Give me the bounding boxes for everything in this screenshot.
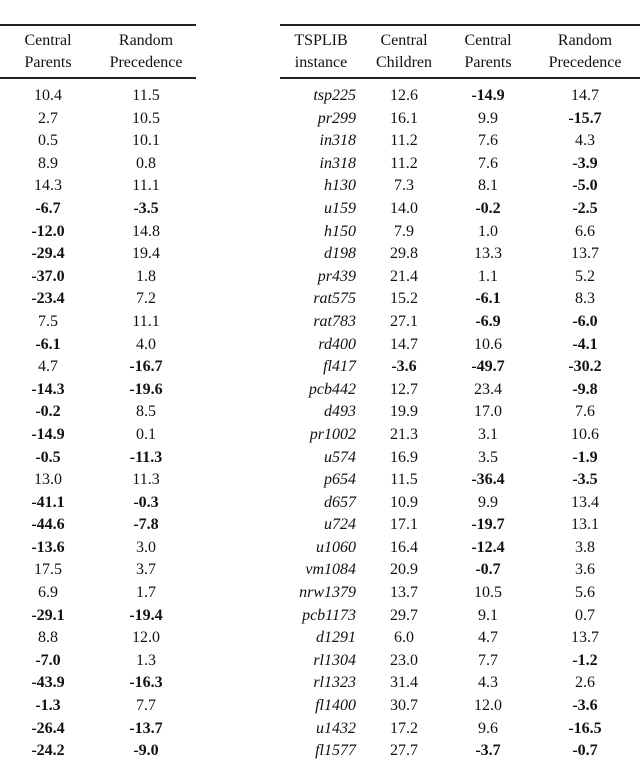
- cell-central-parents: -6.9: [475, 312, 501, 330]
- table-row: [0, 492, 196, 515]
- cell-random-precedence: -16.5: [568, 719, 602, 737]
- cell-central-parents: -12.0: [31, 222, 65, 240]
- cell-central-children: 29.7: [390, 606, 418, 624]
- cell-central-children: 21.4: [390, 267, 418, 285]
- cell-random-precedence: -3.9: [572, 154, 598, 172]
- table-row: [0, 740, 196, 763]
- table-row: [280, 266, 640, 289]
- table-row: [280, 695, 640, 718]
- cell-tsplib-instance: h130: [324, 177, 356, 195]
- cell-central-children: 17.1: [390, 516, 418, 534]
- table-row: [280, 672, 640, 695]
- cell-central-parents: -29.1: [31, 606, 65, 624]
- table-row: [280, 334, 640, 357]
- cell-central-parents: -29.4: [31, 245, 65, 263]
- table-row: [280, 627, 640, 650]
- cell-central-children: 13.7: [390, 584, 418, 602]
- cell-tsplib-instance: h150: [324, 222, 356, 240]
- cell-central-children: 11.2: [390, 132, 418, 150]
- header-central-children: Central: [362, 25, 446, 52]
- cell-random-precedence: -11.3: [129, 448, 163, 466]
- cell-tsplib-instance: rl1323: [313, 674, 356, 692]
- cell-random-precedence: 6.6: [575, 222, 595, 240]
- cell-tsplib-instance: rat783: [313, 312, 356, 330]
- cell-random-precedence: 1.3: [136, 651, 156, 669]
- header-tsplib-instance: TSPLIB: [280, 25, 362, 52]
- cell-central-parents: -0.2: [35, 403, 61, 421]
- cell-random-precedence: 10.6: [571, 425, 599, 443]
- cell-central-parents: -14.3: [31, 380, 65, 398]
- cell-random-precedence: -19.6: [129, 380, 163, 398]
- table-row: [280, 424, 640, 447]
- cell-central-parents: 1.0: [478, 222, 498, 240]
- cell-central-children: 15.2: [390, 290, 418, 308]
- header-row-2: [0, 52, 196, 78]
- results-table-left: [0, 24, 196, 763]
- cell-central-parents: -26.4: [31, 719, 65, 737]
- cell-central-children: 11.2: [390, 154, 418, 172]
- cell-tsplib-instance: d493: [324, 403, 356, 421]
- cell-random-precedence: -6.0: [572, 312, 598, 330]
- cell-tsplib-instance: rat575: [313, 290, 356, 308]
- cell-tsplib-instance: vm1084: [305, 561, 356, 579]
- table-row: [0, 582, 196, 605]
- cell-central-children: 19.9: [390, 403, 418, 421]
- cell-random-precedence: -3.5: [133, 199, 159, 217]
- cell-tsplib-instance: u724: [324, 516, 356, 534]
- cell-random-precedence: -5.0: [572, 177, 598, 195]
- table-row: [0, 78, 196, 108]
- cell-central-children: 12.7: [390, 380, 418, 398]
- cell-central-children: 14.7: [390, 335, 418, 353]
- cell-random-precedence: 1.8: [136, 267, 156, 285]
- cell-random-precedence: -13.7: [129, 719, 163, 737]
- table-row: [280, 650, 640, 673]
- cell-central-children: 7.9: [394, 222, 414, 240]
- cell-tsplib-instance: pr1002: [309, 425, 356, 443]
- header-random-precedence-line2: Precedence: [96, 52, 196, 78]
- table-row: [280, 718, 640, 741]
- table-row: [0, 627, 196, 650]
- results-table-right: [280, 24, 640, 763]
- cell-central-parents: -12.4: [471, 538, 505, 556]
- cell-central-children: 16.9: [390, 448, 418, 466]
- cell-tsplib-instance: u1060: [316, 538, 356, 556]
- table-row: [280, 130, 640, 153]
- cell-central-children: 27.7: [390, 742, 418, 760]
- cell-central-parents: 23.4: [474, 380, 502, 398]
- table-row: [280, 401, 640, 424]
- cell-random-precedence: -9.0: [133, 742, 159, 760]
- cell-central-parents: -41.1: [31, 493, 65, 511]
- cell-central-children: 20.9: [390, 561, 418, 579]
- cell-random-precedence: -16.3: [129, 674, 163, 692]
- cell-central-parents: 7.6: [478, 132, 498, 150]
- cell-central-children: 17.2: [390, 719, 418, 737]
- cell-central-children: 16.1: [390, 109, 418, 127]
- cell-central-parents: 13.0: [34, 471, 62, 489]
- cell-tsplib-instance: u1432: [316, 719, 356, 737]
- cell-random-precedence: 13.1: [571, 516, 599, 534]
- cell-random-precedence: 7.2: [136, 290, 156, 308]
- cell-random-precedence: 3.8: [575, 538, 595, 556]
- table-row: [280, 537, 640, 560]
- cell-central-parents: 17.0: [474, 403, 502, 421]
- table-row: [0, 311, 196, 334]
- cell-central-parents: -49.7: [471, 358, 505, 376]
- table-row: [0, 401, 196, 424]
- cell-central-parents: 10.4: [34, 87, 62, 104]
- cell-central-children: 16.4: [390, 538, 418, 556]
- table-row: [0, 605, 196, 628]
- cell-central-parents: 12.0: [474, 697, 502, 715]
- cell-random-precedence: 0.1: [136, 425, 156, 443]
- table-row: [0, 559, 196, 582]
- cell-random-precedence: -1.9: [572, 448, 598, 466]
- cell-central-parents: -43.9: [31, 674, 65, 692]
- cell-central-parents: -6.1: [475, 290, 501, 308]
- header-central-children-line2: Children: [362, 52, 446, 78]
- cell-random-precedence: -0.7: [572, 742, 598, 760]
- cell-random-precedence: 2.6: [575, 674, 595, 692]
- cell-central-parents: 9.1: [478, 606, 498, 624]
- cell-central-parents: 8.9: [38, 154, 58, 172]
- cell-central-parents: -0.7: [475, 561, 501, 579]
- header-random-precedence: Random: [96, 25, 196, 52]
- cell-central-parents: -36.4: [471, 471, 505, 489]
- table-row: [0, 243, 196, 266]
- cell-central-parents: -14.9: [31, 425, 65, 443]
- table-row: [0, 537, 196, 560]
- cell-random-precedence: 11.3: [132, 471, 160, 489]
- cell-random-precedence: 13.7: [571, 629, 599, 647]
- table-row: [280, 582, 640, 605]
- cell-random-precedence: 14.7: [571, 87, 599, 104]
- cell-tsplib-instance: d198: [324, 245, 356, 263]
- table-row: [280, 311, 640, 334]
- table-row: [0, 130, 196, 153]
- cell-random-precedence: -30.2: [568, 358, 602, 376]
- table-row: [280, 447, 640, 470]
- header-row-1: [280, 25, 640, 52]
- cell-central-parents: -44.6: [31, 516, 65, 534]
- cell-tsplib-instance: pcb1173: [302, 606, 356, 624]
- cell-central-children: 14.0: [390, 199, 418, 217]
- table-row: [0, 695, 196, 718]
- cell-random-precedence: -0.3: [133, 493, 159, 511]
- cell-central-parents: -14.9: [471, 87, 505, 104]
- table-row: [280, 221, 640, 244]
- table-row: [280, 175, 640, 198]
- cell-central-parents: -0.5: [35, 448, 61, 466]
- cell-random-precedence: 5.2: [575, 267, 595, 285]
- cell-central-children: 21.3: [390, 425, 418, 443]
- table-row: [280, 108, 640, 131]
- cell-central-children: 23.0: [390, 651, 418, 669]
- cell-tsplib-instance: u574: [324, 448, 356, 466]
- cell-random-precedence: 10.1: [132, 132, 160, 150]
- cell-central-parents: 2.7: [38, 109, 58, 127]
- cell-central-parents: 1.1: [478, 267, 498, 285]
- cell-central-parents: 9.6: [478, 719, 498, 737]
- cell-random-precedence: 5.6: [575, 584, 595, 602]
- cell-tsplib-instance: fl417: [323, 358, 356, 376]
- cell-central-parents: 9.9: [478, 493, 498, 511]
- table-row: [280, 469, 640, 492]
- cell-tsplib-instance: nrw1379: [299, 584, 356, 602]
- table-row: [0, 288, 196, 311]
- cell-random-precedence: 11.5: [132, 87, 160, 104]
- cell-central-parents: 13.3: [474, 245, 502, 263]
- cell-tsplib-instance: d1291: [316, 629, 356, 647]
- cell-central-children: 29.8: [390, 245, 418, 263]
- cell-random-precedence: 8.3: [575, 290, 595, 308]
- cell-random-precedence: 3.6: [575, 561, 595, 579]
- cell-central-parents: -24.2: [31, 742, 65, 760]
- cell-random-precedence: -3.5: [572, 471, 598, 489]
- cell-random-precedence: 0.7: [575, 606, 595, 624]
- cell-central-parents: -1.3: [35, 697, 61, 715]
- cell-central-parents: -19.7: [471, 516, 505, 534]
- table-row: [0, 650, 196, 673]
- cell-central-children: 30.7: [390, 697, 418, 715]
- cell-tsplib-instance: rd400: [318, 335, 356, 353]
- table-row: [280, 288, 640, 311]
- cell-tsplib-instance: in318: [319, 132, 356, 150]
- cell-random-precedence: 8.5: [136, 403, 156, 421]
- cell-central-parents: -7.0: [35, 651, 61, 669]
- cell-central-children: 27.1: [390, 312, 418, 330]
- cell-tsplib-instance: rl1304: [313, 651, 356, 669]
- cell-central-children: 6.0: [394, 629, 414, 647]
- table-row: [0, 514, 196, 537]
- cell-central-parents: 4.3: [478, 674, 498, 692]
- cell-tsplib-instance: fl1577: [315, 742, 356, 760]
- cell-central-parents: -23.4: [31, 290, 65, 308]
- table-row: [0, 108, 196, 131]
- cell-tsplib-instance: d657: [324, 493, 356, 511]
- cell-random-precedence: -16.7: [129, 358, 163, 376]
- table-row: [0, 718, 196, 741]
- cell-random-precedence: 12.0: [132, 629, 160, 647]
- cell-tsplib-instance: u159: [324, 199, 356, 217]
- cell-random-precedence: 7.6: [575, 403, 595, 421]
- table-row: [280, 740, 640, 763]
- cell-tsplib-instance: p654: [324, 471, 356, 489]
- header-central-parents-line2: Parents: [446, 52, 530, 78]
- cell-central-parents: 0.5: [38, 132, 58, 150]
- table-row: [0, 198, 196, 221]
- cell-random-precedence: -1.2: [572, 651, 598, 669]
- cell-central-parents: 4.7: [38, 358, 58, 376]
- cell-random-precedence: 7.7: [136, 697, 156, 715]
- cell-random-precedence: -9.8: [572, 380, 598, 398]
- table-row: [280, 198, 640, 221]
- cell-random-precedence: -7.8: [133, 516, 159, 534]
- table-row: [0, 672, 196, 695]
- cell-random-precedence: 19.4: [132, 245, 160, 263]
- cell-central-parents: 3.1: [478, 425, 498, 443]
- cell-central-parents: 10.6: [474, 335, 502, 353]
- table-row: [280, 559, 640, 582]
- table-row: [0, 175, 196, 198]
- cell-random-precedence: -3.6: [572, 697, 598, 715]
- cell-central-children: 12.6: [390, 87, 418, 104]
- cell-tsplib-instance: pr439: [317, 267, 356, 285]
- cell-random-precedence: -4.1: [572, 335, 598, 353]
- header-random-precedence: Random: [530, 25, 640, 52]
- table-row: [0, 356, 196, 379]
- header-central-parents: Central: [446, 25, 530, 52]
- cell-random-precedence: 14.8: [132, 222, 160, 240]
- table-row: [0, 469, 196, 492]
- cell-random-precedence: 4.3: [575, 132, 595, 150]
- cell-random-precedence: 0.8: [136, 154, 156, 172]
- cell-central-parents: 10.5: [474, 584, 502, 602]
- table-row: [0, 153, 196, 176]
- cell-tsplib-instance: pcb442: [308, 380, 356, 398]
- cell-central-parents: 14.3: [34, 177, 62, 195]
- table-row: [280, 514, 640, 537]
- header-row-1: [0, 25, 196, 52]
- cell-central-children: 7.3: [394, 177, 414, 195]
- table-row: [280, 605, 640, 628]
- table-row: [280, 78, 640, 108]
- cell-central-children: 31.4: [390, 674, 418, 692]
- cell-central-children: 10.9: [390, 493, 418, 511]
- cell-random-precedence: 13.7: [571, 245, 599, 263]
- table-row: [280, 243, 640, 266]
- cell-random-precedence: -19.4: [129, 606, 163, 624]
- cell-central-parents: 8.1: [478, 177, 498, 195]
- cell-random-precedence: 10.5: [132, 109, 160, 127]
- cell-tsplib-instance: pr299: [317, 109, 356, 127]
- right-table-body: [280, 78, 640, 763]
- cell-random-precedence: 11.1: [132, 177, 160, 195]
- table-row: [0, 221, 196, 244]
- table-row: [280, 356, 640, 379]
- cell-random-precedence: 1.7: [136, 584, 156, 602]
- table-row: [0, 334, 196, 357]
- cell-central-parents: 8.8: [38, 629, 58, 647]
- cell-central-parents: -37.0: [31, 267, 65, 285]
- table-row: [0, 447, 196, 470]
- header-central-parents-line2: Parents: [0, 52, 96, 78]
- cell-central-parents: -0.2: [475, 199, 501, 217]
- cell-central-parents: 9.9: [478, 109, 498, 127]
- cell-central-parents: 17.5: [34, 561, 62, 579]
- table-row: [0, 379, 196, 402]
- header-central-parents: Central: [0, 25, 96, 52]
- header-row-2: [280, 52, 640, 78]
- cell-central-parents: 6.9: [38, 584, 58, 602]
- header-random-precedence-line2: Precedence: [530, 52, 640, 78]
- cell-tsplib-instance: fl1400: [315, 697, 356, 715]
- cell-central-parents: -6.7: [35, 199, 61, 217]
- cell-random-precedence: -15.7: [568, 109, 602, 127]
- left-table-body: [0, 78, 196, 763]
- cell-central-parents: 7.7: [478, 651, 498, 669]
- cell-random-precedence: 11.1: [132, 312, 160, 330]
- cell-tsplib-instance: in318: [319, 154, 356, 172]
- cell-central-parents: 7.6: [478, 154, 498, 172]
- table-row: [0, 266, 196, 289]
- cell-central-parents: 4.7: [478, 629, 498, 647]
- cell-central-parents: -3.7: [475, 742, 501, 760]
- cell-central-parents: -13.6: [31, 538, 65, 556]
- cell-central-parents: 7.5: [38, 312, 58, 330]
- cell-random-precedence: 13.4: [571, 493, 599, 511]
- cell-tsplib-instance: tsp225: [313, 87, 356, 104]
- table-row: [280, 492, 640, 515]
- table-row: [0, 424, 196, 447]
- table-row: [280, 153, 640, 176]
- cell-random-precedence: -2.5: [572, 199, 598, 217]
- cell-random-precedence: 3.7: [136, 561, 156, 579]
- cell-random-precedence: 4.0: [136, 335, 156, 353]
- table-row: [280, 379, 640, 402]
- cell-central-children: 11.5: [390, 471, 418, 489]
- cell-central-children: -3.6: [391, 358, 417, 376]
- cell-random-precedence: 3.0: [136, 538, 156, 556]
- header-tsplib-instance-line2: instance: [280, 52, 362, 78]
- cell-central-parents: 3.5: [478, 448, 498, 466]
- cell-central-parents: -6.1: [35, 335, 61, 353]
